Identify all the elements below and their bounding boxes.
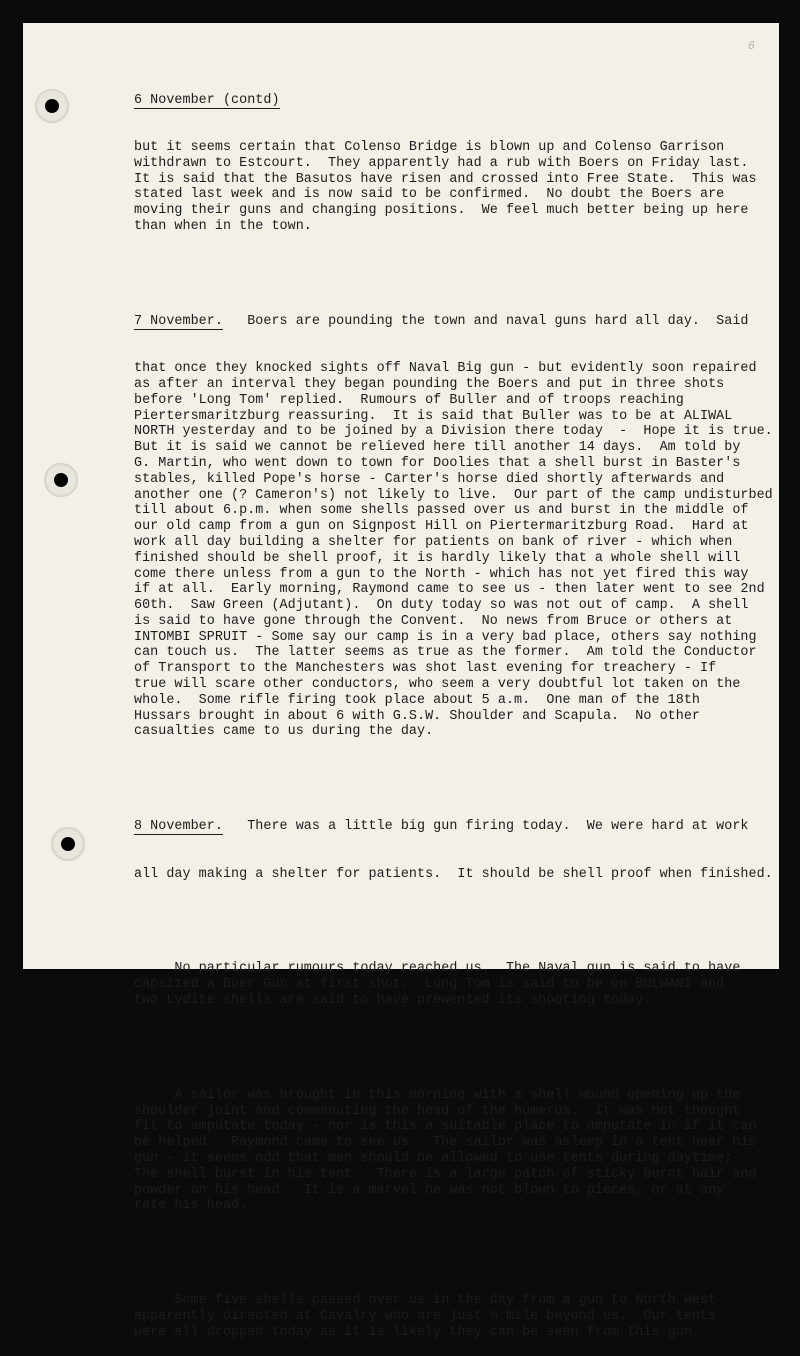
nov8-p3-line: rate his head. <box>134 1198 248 1214</box>
typed-text-body <box>134 61 773 1356</box>
nov7-line: finished should be shell proof, it is hardly likely that a whole shell will <box>134 550 741 566</box>
nov8-p3-line: The shell burst in his tent. There is a large patch of sticky burnt hair and <box>134 1166 757 1182</box>
nov7-line: till about 6.p.m. when some shells passed over us and burst in the middle of <box>134 503 749 519</box>
punch-hole-top <box>35 89 69 123</box>
section1-line: stated last week and is now said to be confirmed. No doubt the Boers are <box>134 187 725 203</box>
nov7-line: can touch us. The latter seems as true as the former. Am told the Conductor <box>134 645 757 661</box>
nov8-paragraph-2 <box>134 961 746 1008</box>
page-number: 6 <box>747 39 755 53</box>
punch-hole-middle <box>44 463 78 497</box>
nov7-line: whole. Some rifle firing took place about 5 a.m. One man of the 18th <box>134 692 700 708</box>
nov8-p2-line: No particular rumours today reached us. The Naval gun is said to have <box>134 961 741 977</box>
nov7-line: true will scare other conductors, who seem a very doubtful lot taken on the <box>134 677 741 693</box>
nov7-line: work all day building a shelter for patients on bank of river - which when <box>134 534 733 550</box>
nov8-p3-line: be helped. Raymond came to see us. The sailor was asleep in a tent near his <box>134 1135 757 1151</box>
section1-line: withdrawn to Estcourt. They apparently had a rub with Boers on Friday last. <box>134 155 749 171</box>
nov8-paragraph-3 <box>134 1087 757 1214</box>
section1-line: but it seems certain that Colenso Bridge is blown up and Colenso Garrison <box>134 139 725 155</box>
nov7-line: stables, killed Pope's horse - Carter's horse died shortly afterwards and <box>134 471 725 487</box>
section1-line: It is said that the Basutos have risen and crossed into Free State. This was <box>134 171 757 187</box>
nov7-first-line <box>134 313 749 330</box>
nov7-line: Hussars brought in about 6 with G.S.W. Shoulder and Scapula. No other <box>134 708 700 724</box>
nov8-p4-line: apparently directed at Cavalry who are just ¼ mile beyond us. Our tents <box>134 1308 717 1324</box>
nov7-line: before 'Long Tom' replied. Rumours of Buller and of troops reaching <box>134 392 684 408</box>
section-heading: 6 November (contd) <box>134 92 280 108</box>
nov8-p3-line: gun - it seems odd that men should be allowed to use tents during daytime; <box>134 1150 733 1166</box>
nov7-line: But it is said we cannot be relieved here till another 14 days. Am told by <box>134 440 741 456</box>
nov8-p4-line: were all dropped today as it is likely they can be seen from this gun. <box>134 1324 700 1340</box>
nov8-p2-line: two Lydite shells are said to have prewented its shooting today. <box>134 993 652 1009</box>
punch-hole-bottom <box>51 827 85 861</box>
nov8-first-line <box>134 819 749 835</box>
nov8-line: all day making a shelter for patients. It should be shell proof when finished. <box>134 866 773 882</box>
nov7-line: of Transport to the Manchesters was shot last evening for treachery - If <box>134 661 717 677</box>
nov7-line: if at all. Early morning, Raymond came to see us - then later went to see 2nd <box>134 582 765 598</box>
nov8-first-line-text: There was a little big gun firing today. We were hard at work <box>222 819 749 835</box>
nov7-line: our old camp from a gun on Signpost Hill on Piertermaritzburg Road. Hard at <box>134 519 749 535</box>
section1-line: moving their guns and changing positions. We feel much better being up here <box>134 203 749 219</box>
nov8-p3-line: shoulder joint and commenuting the head of the humerus. It was not thought <box>134 1103 741 1119</box>
nov7-paragraph <box>134 361 773 740</box>
nov8-p3-line: fit to amputate today - nor is this a suitable place to amputate in if it can <box>134 1119 757 1135</box>
nov8-p4-line: Some five shells passed over us in the day from a gun to North West - <box>134 1293 733 1309</box>
nov8-paragraph-4 <box>134 1293 746 1340</box>
nov7-line: come there unless from a gun to the North - which has not yet fired this way <box>134 566 749 582</box>
nov8-p2-line: capsized a Boer Gun at first shot. Long Tom is said to be on BULWANI and <box>134 977 725 993</box>
nov7-line: NORTH yesterday and to be joined by a Division there today - Hope it is true. <box>134 424 773 440</box>
nov7-date: 7 November. <box>134 313 223 329</box>
nov7-line: Piertersmaritzburg reassuring. It is said that Buller was to be at ALIWAL <box>134 408 733 424</box>
nov7-line: is said to have gone through the Convent. No news from Bruce or others at <box>134 613 733 629</box>
nov7-line: G. Martin, who went down to town for Doolies that a shell burst in Baster's <box>134 455 741 471</box>
nov7-line: INTOMBI SPRUIT - Some say our camp is in a very bad place, others say nothing <box>134 629 757 645</box>
nov7-line: that once they knocked sights off Naval Big gun - but evidently soon repaired <box>134 361 757 377</box>
nov7-line: 60th. Saw Green (Adjutant). On duty today so was not out of camp. A shell <box>134 598 749 614</box>
section-1-paragraph <box>134 139 757 235</box>
nov8-date: 8 November. <box>134 819 223 835</box>
nov8-p3-line: A sailor was brought in this morning with a shell wound opening up the <box>134 1087 741 1103</box>
nov7-line: as after an interval they began pounding the Boers and put in three shots <box>134 376 725 392</box>
nov7-line: another one (? Cameron's) not likely to live. Our part of the camp undisturbed <box>134 487 773 503</box>
nov7-first-line-text: Boers are pounding the town and naval guns hard all day. Said <box>222 313 749 329</box>
nov8-p3-line: powder on his head. It is a marvel he was not blown to pieces, or at any <box>134 1182 725 1198</box>
section1-line: than when in the town. <box>134 218 312 234</box>
nov8-paragraph-1 <box>134 866 773 883</box>
nov7-line: casualties came to us during the day. <box>134 724 434 740</box>
